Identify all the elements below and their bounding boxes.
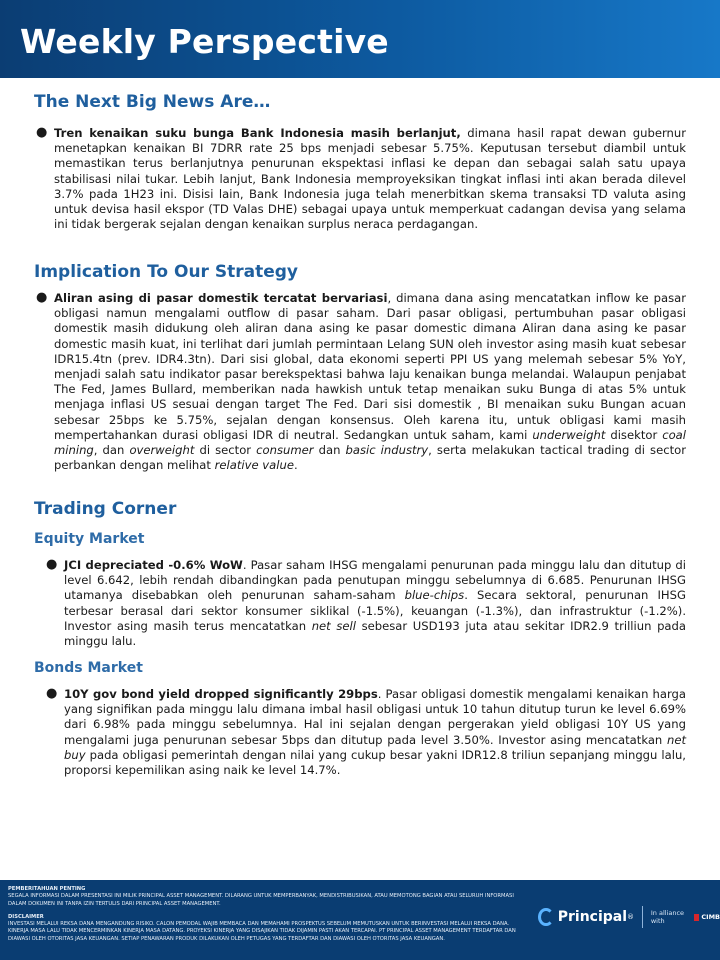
registered-mark: ® [627, 913, 635, 921]
subtitle-bonds: Bonds Market [34, 660, 143, 676]
strategy-body: . [293, 458, 298, 473]
strategy-em: coal mining [54, 427, 686, 458]
page-footer [0, 880, 720, 960]
bonds-paragraph [46, 686, 687, 778]
bullet-icon: ● [36, 290, 48, 305]
equity-paragraph [46, 557, 686, 649]
principal-logo-icon [538, 908, 554, 926]
bullet-icon: ● [36, 125, 48, 140]
strategy-body: disektor [605, 427, 663, 442]
disclaimer-title: DISCLAIMER [8, 913, 44, 920]
equity-body: . Pasar saham IHSG mengalami penurunan pada minggu lalu dan ditutup di level 6.642, lebih rendah dibandingkan pada penutupan minggu sebelumnya di 6.685. Penurunan IHSG utamanya disebabkan oleh penurunan saham-saham [64, 558, 686, 603]
strategy-lead: Aliran asing di pasar domestik tercatat bervariasi [54, 291, 388, 305]
cimb-logo-icon [694, 914, 700, 921]
footer-legal [8, 886, 518, 943]
news-paragraph [36, 125, 687, 232]
strategy-em: consumer [256, 443, 314, 458]
strategy-em: overweight [129, 443, 195, 458]
strategy-paragraph [36, 290, 687, 473]
strategy-em: underweight [532, 427, 606, 442]
equity-em: blue-chips [404, 588, 465, 603]
page-title: Weekly Perspective [20, 22, 389, 61]
bullet-icon: ● [46, 686, 58, 701]
strategy-body: , dimana dana asing mencatatkan inflow ke pasar obligasi namun mengalami outflow di pasar saham. Dari pasar obligasi, pertumbuhan pasar obligasi domestik masih didukung oleh aliran dana asing ke pasar domestic dimana Aliran dana asing ke pasar domestic masih kuat, ini terlihat dari jumlah permintaan Lelang SUN oleh investor asing masih kuat sebesar IDR15.4tn (prev. IDR4.3tn). Dari sisi global, data ekonomi seperti PPI US yang melemah sebesar 5% YoY, menjadi salah satu indikator pasar berekspektasi bahwa laju kenaikan bunga melandai. Walaupun penjabat The Fed, James Bullard, memberikan nada hawkish untuk tetap menaikan suku Bunga di atas 5% untuk menjaga inflasi US sesuai dengan target The Fed. Dari sisi domestik , BI menaikan suku Bungan acuan sebesar 25bps ke 5.75%, sejalan dengan konsensus. Oleh karena itu, untuk obligasi kami masih mempertahankan durasi obligasi IDR di neutral. Sedangkan untuk saham, kami [54, 291, 686, 442]
section-title-trading: Trading Corner [34, 499, 177, 519]
brand-name: Principal [557, 909, 628, 925]
equity-body: . Secara sektoral, penurunan IHSG terbesar berasal dari sektor konsumer siklikal (-1.5%), keuangan (-1.3%), dan infrastruktur (-1.2%). Investor asing masih terus mencatatkan [64, 588, 686, 633]
section-title-news: The Next Big News Are… [34, 92, 271, 112]
news-lead: Tren kenaikan suku bunga Bank Indonesia masih berlanjut, [54, 126, 461, 140]
bonds-body: . Pasar obligasi domestik mengalami kenaikan harga yang signifikan pada minggu lalu dimana imbal hasil obligasi untuk 10 tahun ditutup turun ke level 6.69% dari 6.98% pada minggu sebelumnya. Hal ini sejalan dengan pergerakan yield obligasi 10Y US yang mengalami juga penurunan sebesar 5bps dan ditutup pada level 3.50%. Investor asing mencatatkan [64, 687, 687, 747]
strategy-em: basic industry [345, 443, 429, 458]
section-title-strategy: Implication To Our Strategy [34, 262, 298, 282]
news-body: dimana hasil rapat dewan gubernur menetapkan kenaikan BI 7DRR rate 25 bps menjadi sebesar 5.75%. Keputusan tersebut diambil untuk memastikan terus berlanjutnya penurunan ekspektasi inflasi ke depan dan sebagai salah satu upaya stabilisasi nilai tukar. Lebih lanjut, Bank Indonesia memproyeksikan tingkat inflasi inti akan berada dilevel 3.7% pada 1H23 ini. Disisi lain, Bank Indonesia juga telah menerbitkan skema transaksi TD valuta asing untuk devisa hasil ekspor (TD Valas DHE) sebagai upaya untuk memperkuat cadangan devisa yang selama ini tidak bergerak sejalan dengan kenaikan surplus neraca perdagangan. [54, 126, 687, 232]
notice-text: SEGALA INFORMASI DALAM PRESENTASI INI MILIK PRINCIPAL ASSET MANAGEMENT. DILARANG UNTUK MEMPERBANYAK, MENDISTRIBUSIKAN, ATAU MEMOTONG BAGIAN ATAU SELURUH INFORMASI DALAM DOKUMEN INI TANPA IZIN TERTULIS DARI PRINCIPAL ASSET MANAGEMENT. [8, 893, 514, 907]
equity-em: net sell [311, 618, 356, 633]
equity-body: sebesar USD193 juta atau sekitar IDR2.9 trilliun pada minggu lalu. [64, 618, 686, 649]
bonds-lead: 10Y gov bond yield dropped significantly 29bps [64, 687, 378, 701]
logo-divider [642, 906, 643, 928]
strategy-body: dan [313, 443, 346, 458]
subtitle-equity: Equity Market [34, 531, 145, 547]
strategy-em: relative value [214, 458, 294, 473]
strategy-body: , dan [93, 443, 130, 458]
disclaimer-text: INVESTASI MELALUI REKSA DANA MENGANDUNG RISIKO. CALON PEMODAL WAJIB MEMBACA DAN MEMAHAMI PROSPEKTUS SEBELUM MEMUTUSKAN UNTUK BERINVESTASI MELALUI REKSA DANA. KINERJA MASA LALU TIDAK MENCERMINKAN KINERJA MASA DATANG. PROYEKSI KINERJA YANG DISAJIKAN TIDAK DIJAMIN PASTI AKAN TERCAPAI. PT PRINCIPAL ASSET MANAGEMENT TERDAFTAR DAN DIAWASI OLEH OTORITAS JASA KEUANGAN. SETIAP PENAWARAN PRODUK DILAKUKAN OLEH PETUGAS YANG TERDAFTAR DAN DIAWASI OLEH OTORITAS JASA KEUANGAN. [8, 921, 516, 942]
partner-name: CIMB [701, 913, 720, 921]
bonds-body: pada obligasi pemerintah dengan nilai yang cukup besar yakni IDR12.8 triliun sepanjang minggu lalu, proporsi kepemilikan asing naik ke level 14.7%. [64, 747, 686, 778]
principal-logo [538, 906, 720, 928]
equity-lead: JCI depreciated -0.6% WoW [64, 558, 243, 572]
notice-title: PEMBERITAHUAN PENTING [8, 886, 86, 892]
alliance-text: In alliance with [650, 909, 685, 925]
strategy-body: di sector [194, 443, 257, 458]
page-header [0, 0, 720, 78]
bonds-em: net buy [64, 732, 686, 762]
bullet-icon: ● [46, 557, 58, 572]
strategy-body: , serta melakukan tactical trading di sector perbankan dengan melihat [54, 443, 687, 473]
